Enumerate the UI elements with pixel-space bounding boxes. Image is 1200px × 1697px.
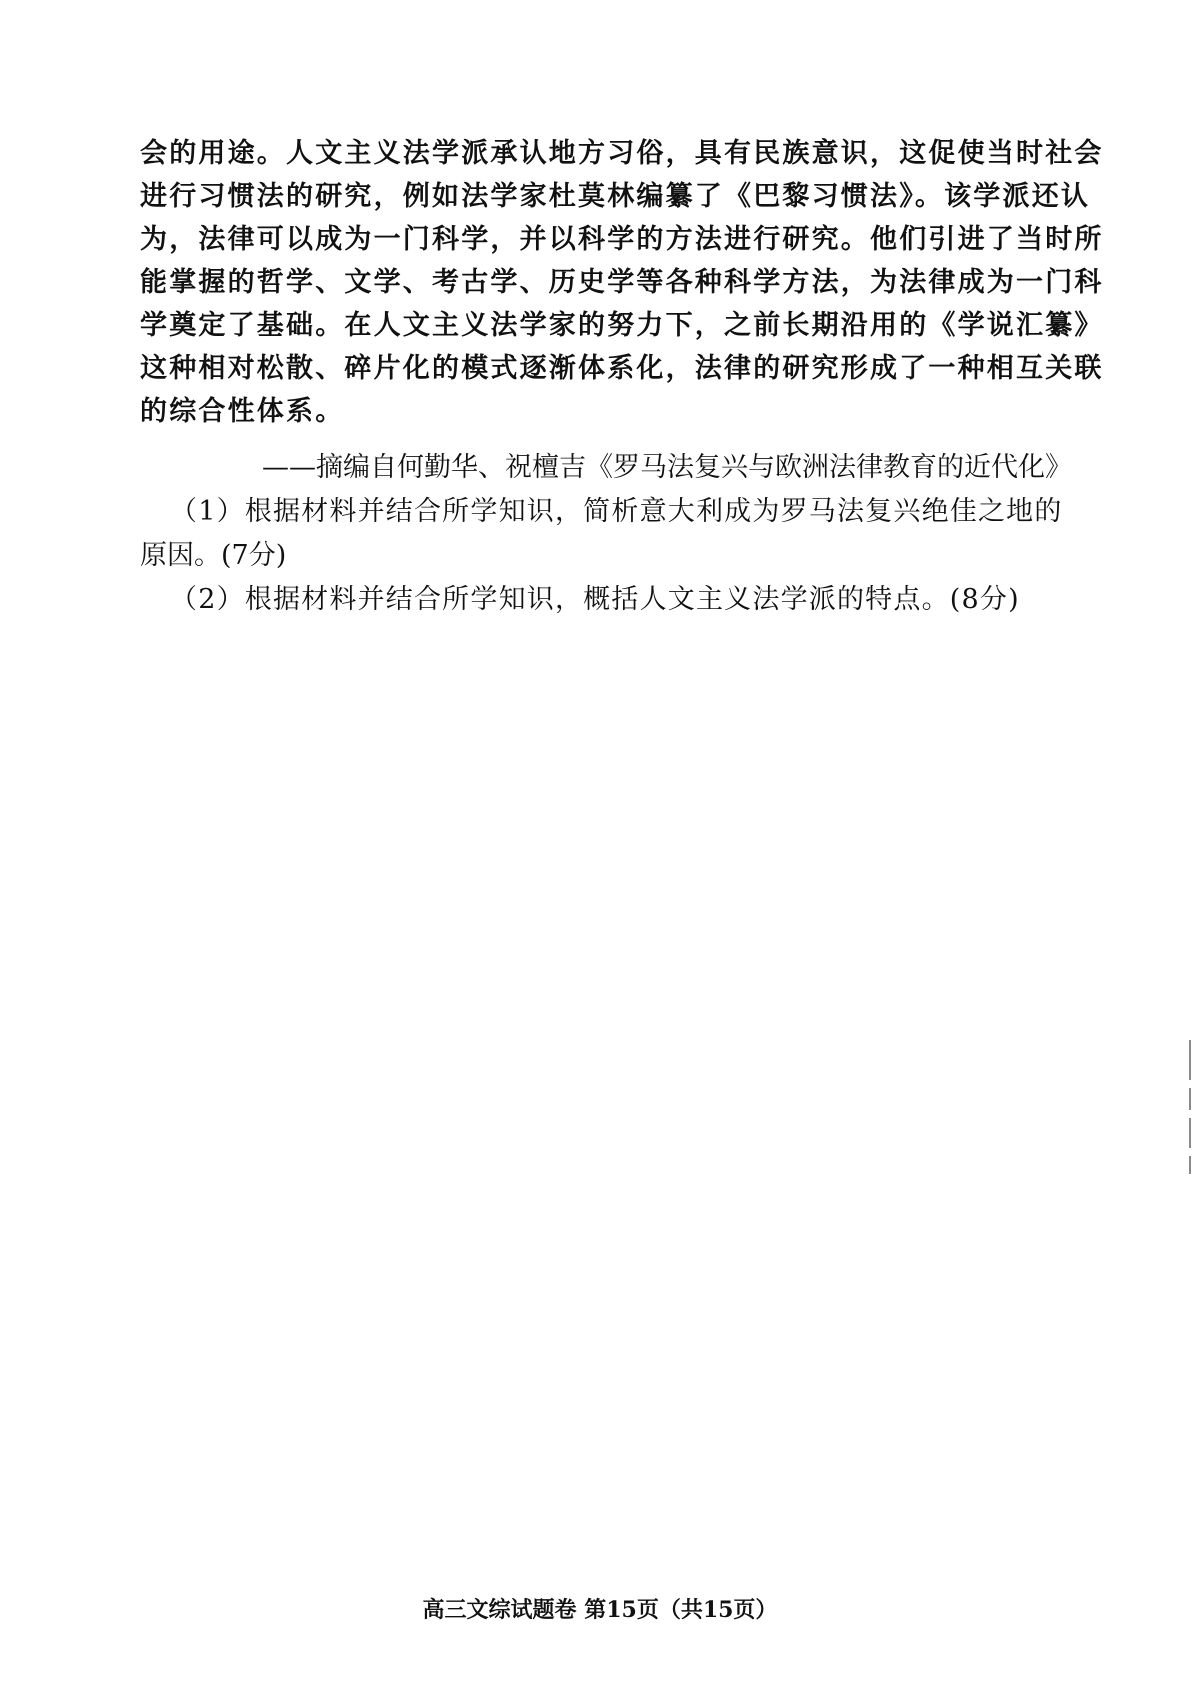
reading-passage — [140, 132, 1125, 433]
page-footer: 高三文综试题卷 第15页（共15页） — [422, 1597, 778, 1623]
passage-line: 会的用途。人文主义法学派承认地方习俗，具有民族意识，这促使当时社会 — [140, 138, 1104, 169]
scan-edge-marks — [1189, 1040, 1191, 1190]
passage-line: 的综合性体系。 — [140, 396, 345, 427]
question-2: （2）根据材料并结合所学知识，概括人文主义法学派的特点。(8分) — [170, 584, 1020, 615]
question-1: （1）根据材料并结合所学知识，简析意大利成为罗马法复兴绝佳之地的 — [170, 496, 1063, 527]
passage-line: 这种相对松散、碎片化的模式逐渐体系化，法律的研究形成了一种相互关联 — [140, 353, 1104, 384]
source-citation: ——摘编自何勤华、祝檀吉《罗马法复兴与欧洲法律教育的近代化》 — [262, 452, 1072, 483]
passage-line: 能掌握的哲学、文学、考古学、历史学等各种科学方法，为法律成为一门科 — [140, 267, 1104, 298]
passage-line: 学奠定了基础。在人文主义法学家的努力下，之前长期沿用的《学说汇纂》 — [140, 310, 1104, 341]
question-1-continued: 原因。(7分) — [140, 540, 287, 571]
passage-line: 为，法律可以成为一门科学，并以科学的方法进行研究。他们引进了当时所 — [140, 224, 1104, 255]
passage-line: 进行习惯法的研究，例如法学家杜莫林编纂了《巴黎习惯法》。该学派还认 — [140, 181, 1091, 212]
